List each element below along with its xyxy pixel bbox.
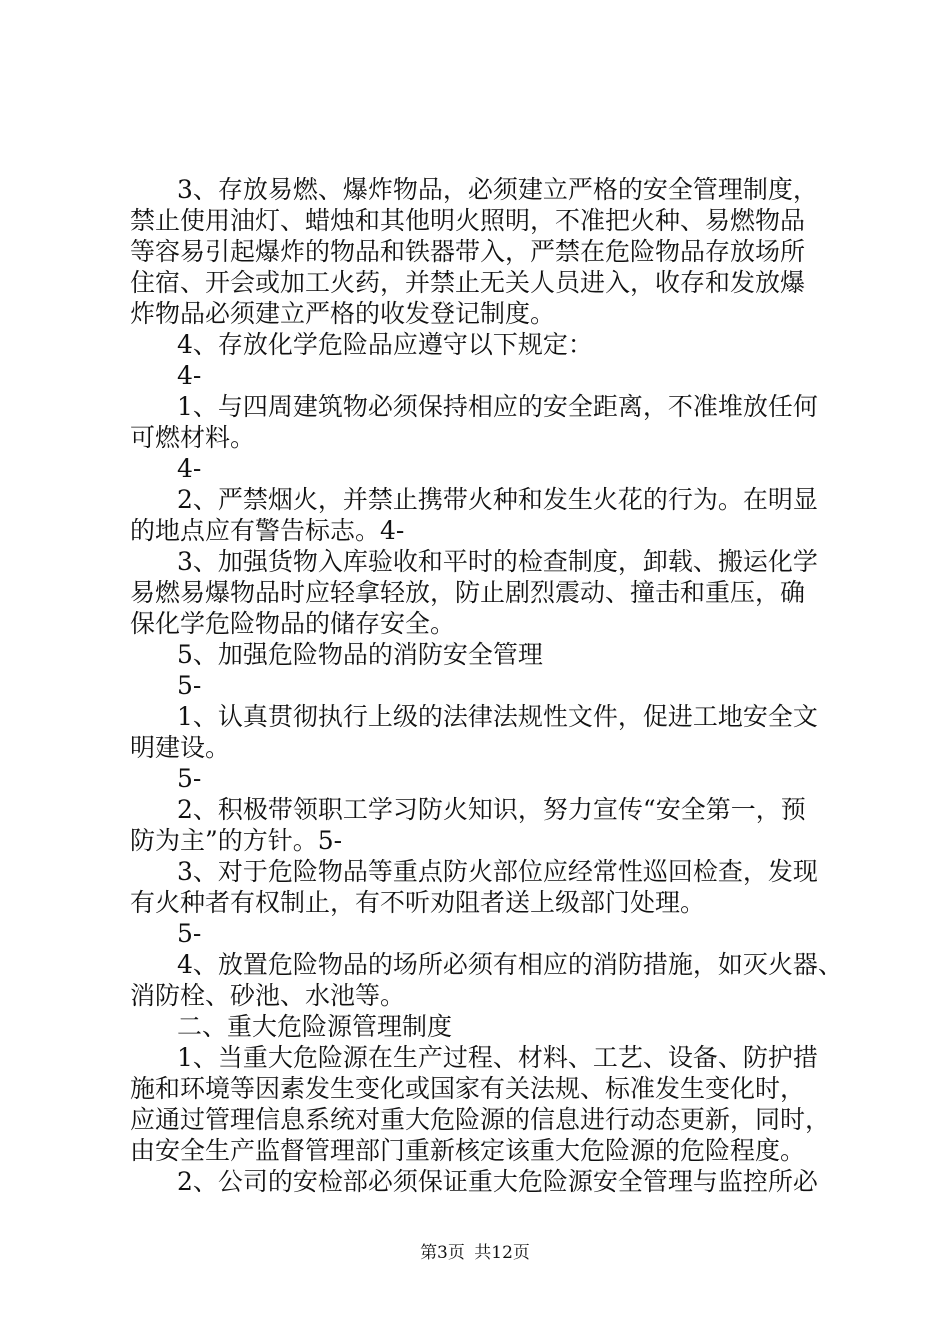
text-line: 2、积极带领职工学习防火知识，努力宣传“安全第一，预 xyxy=(177,795,806,824)
text-line: 消防栓、砂池、水池等。 xyxy=(130,981,406,1010)
text-line: 由安全生产监督管理部门重新核定该重大危险源的危险程度。 xyxy=(130,1136,806,1165)
text-line: 3、加强货物入库验收和平时的检查制度，卸载、搬运化学 xyxy=(177,547,818,576)
text-line: 施和环境等因素发生变化或国家有关法规、标准发生变化时， xyxy=(130,1074,806,1103)
text-line: 住宿、开会或加工火药，并禁止无关人员进入，收存和发放爆 xyxy=(130,268,806,297)
page-number: 第3页 xyxy=(420,1243,465,1263)
text-line: 4- xyxy=(177,454,202,483)
text-line: 等容易引起爆炸的物品和铁器带入，严禁在危险物品存放场所 xyxy=(130,237,806,266)
text-line: 5- xyxy=(177,671,202,700)
text-line: 保化学危险物品的储存安全。 xyxy=(130,609,456,638)
text-line: 1、当重大危险源在生产过程、材料、工艺、设备、防护措 xyxy=(177,1043,818,1072)
text-line: 明建设。 xyxy=(130,733,231,762)
text-line: 3、存放易燃、爆炸物品，必须建立严格的安全管理制度， xyxy=(177,175,818,204)
text-line: 有火种者有权制止，有不听劝阻者送上级部门处理。 xyxy=(130,888,706,917)
text-line: 炸物品必须建立严格的收发登记制度。 xyxy=(130,299,556,328)
text-line: 3、对于危险物品等重点防火部位应经常性巡回检查，发现 xyxy=(177,857,818,886)
text-line: 1、认真贯彻执行上级的法律法规性文件，促进工地安全文 xyxy=(177,702,818,731)
text-line: 禁止使用油灯、蜡烛和其他明火照明，不准把火种、易燃物品 xyxy=(130,206,806,235)
text-line: 4、放置危险物品的场所必须有相应的消防措施，如灭火器、 xyxy=(177,950,843,979)
text-line: 4、存放化学危险品应遵守以下规定： xyxy=(177,330,593,359)
page-footer xyxy=(0,1242,950,1264)
text-line: 5、加强危险物品的消防安全管理 xyxy=(177,640,543,669)
text-line: 2、严禁烟火，并禁止携带火种和发生火花的行为。在明显 xyxy=(177,485,818,514)
page-total: 共12页 xyxy=(474,1243,530,1263)
text-line: 5- xyxy=(177,919,202,948)
text-line: 易燃易爆物品时应轻拿轻放，防止剧烈震动、撞击和重压，确 xyxy=(130,578,806,607)
text-line: 防为主”的方针。5- xyxy=(130,826,343,855)
section-heading: 二、重大危险源管理制度 xyxy=(177,1012,453,1041)
text-line: 应通过管理信息系统对重大危险源的信息进行动态更新，同时， xyxy=(130,1105,831,1134)
text-line: 的地点应有警告标志。4- xyxy=(130,516,405,545)
document-body xyxy=(130,174,843,1197)
text-line: 5- xyxy=(177,764,202,793)
text-line: 1、与四周建筑物必须保持相应的安全距离，不准堆放任何 xyxy=(177,392,818,421)
text-line: 2、公司的安检部必须保证重大危险源安全管理与监控所必 xyxy=(177,1167,818,1196)
text-line: 4- xyxy=(177,361,202,390)
text-line: 可燃材料。 xyxy=(130,423,256,452)
